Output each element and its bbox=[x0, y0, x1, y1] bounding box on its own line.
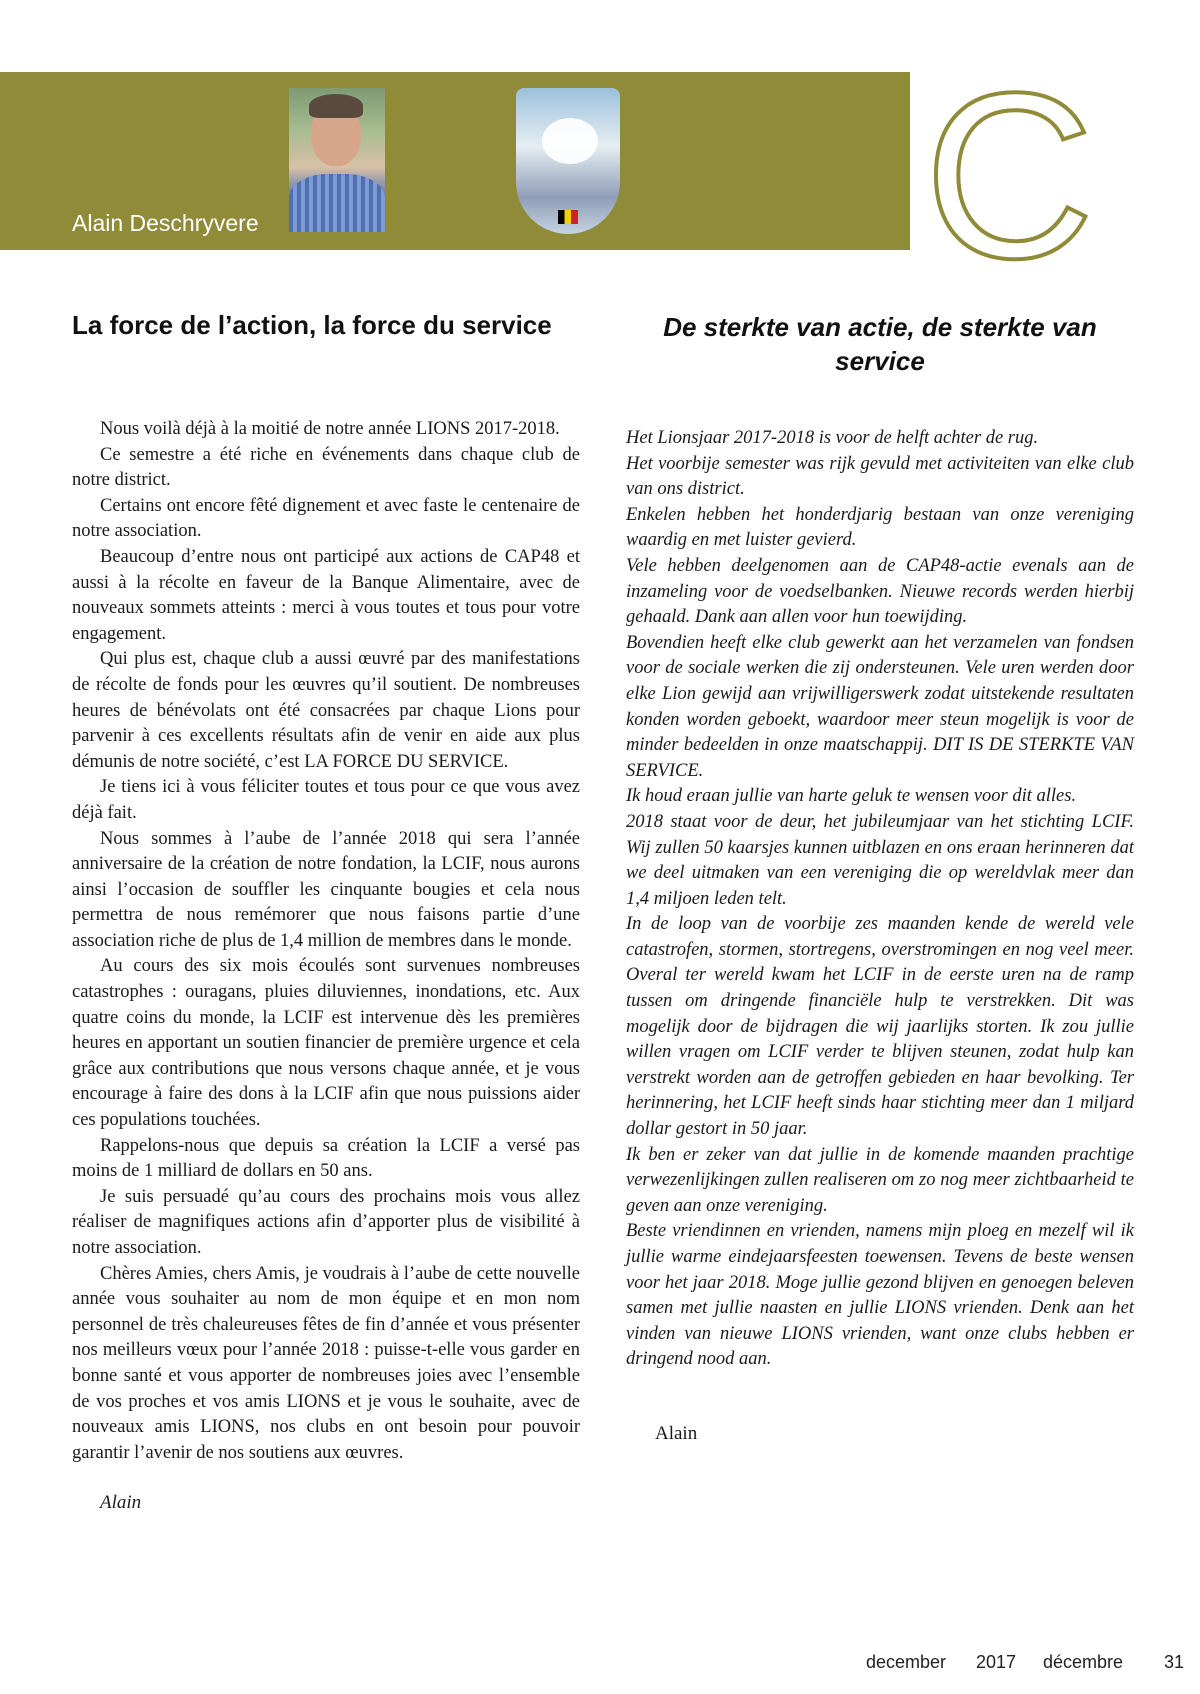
page-number: 31 bbox=[1164, 1652, 1185, 1672]
french-paragraph: Nous voilà déjà à la moitié de notre année LIONS 2017-2018. bbox=[100, 419, 560, 439]
dutch-signature: Alain bbox=[655, 1423, 698, 1444]
french-paragraph: Chères Amies, chers Amis, je voudrais à l’aube de cette nouvelle année vous souhaiter au nom de mon équipe et en mon nom personnel de très chaleureuses fêtes de fin d’année et vous présenter nos meilleurs vœux pour l’année 2018 : puisse-t-elle vous garder en bonne santé et vous apporter de nombreuses joies avec l’ensemble de vos proches et vos amis LIONS et je vous le souhaite, avec de nouveaux amis LIONS, nos clubs en ont besoin pour pouvoir garantir l’avenir de nos soutiens aux œuvres. bbox=[72, 1263, 580, 1463]
footer-month-fr: décembre bbox=[1043, 1652, 1124, 1672]
portrait-hair bbox=[309, 94, 363, 118]
dutch-paragraph: Bovendien heeft elke club gewerkt aan het verzamelen van fondsen voor de sociale werken die zij ondersteunen. Vele uren werden door elke Lion gewijd aan vrijwilligerswerk zodat uitstekende resultaten konden worden geboekt, waardoor meer steun mogelijk is voor de minder bedeelden in onze maatschappij. DIT IS DE STERKTE VAN SERVICE. bbox=[626, 632, 1134, 781]
crest-cloud bbox=[542, 118, 598, 164]
dutch-paragraph: Enkelen hebben het honderdjarig bestaan van onze vereniging waardig en met luister gevierd. bbox=[626, 504, 1134, 551]
french-paragraph: Nous sommes à l’aube de l’année 2018 qui sera l’année anniversaire de la création de notre fondation, la LCIF, nous aurons ainsi l’occasion de souffler les cinquante bougies et cela nous permettra de nous remémorer que nous faisons partie d’une association riche de plus de 1,4 million de membres dans le monde. bbox=[72, 828, 580, 951]
french-title: La force de l’action, la force du service bbox=[72, 310, 552, 340]
dutch-paragraph: In de loop van de voorbije zes maanden kende de wereld vele catastrofen, stormen, stortregens, overstromingen en nog veel meer. Overal ter wereld kwam het LCIF in de eerste uren na de ramp tussen om dringende financiële hulp te verstrekken. Dit was mogelijk door de bijdragen die wij jaarlijks storten. Ik zou jullie willen vragen om LCIF verder te blijven steunen, zodat hulp kan verstrekt worden aan de getroffen gebieden en haar bevolking. Ter herinnering, het LCIF heeft sinds haar stichting meer dan 1 miljard dollar gestort in 50 jaar. bbox=[626, 914, 1134, 1140]
author-portrait bbox=[289, 88, 385, 232]
french-paragraph: Beaucoup d’entre nous ont participé aux actions de CAP48 et aussi à la récolte en faveur de la Banque Alimentaire, avec de nouveaux sommets atteints : merci à vous toutes et tous pour votre engagement. bbox=[72, 546, 580, 644]
belgian-flag-icon bbox=[558, 210, 578, 224]
french-paragraph: Je suis persuadé qu’au cours des prochains mois vous allez réaliser de magnifiques actions afin d’apporter plus de visibilité à notre association. bbox=[72, 1186, 580, 1258]
dutch-column bbox=[626, 426, 1134, 1373]
french-paragraph: Certains ont encore fêté dignement et avec faste le centenaire de notre association. bbox=[72, 495, 580, 542]
district-crest-image bbox=[516, 88, 620, 234]
dutch-paragraph: Het Lionsjaar 2017-2018 is voor de helft achter de rug. bbox=[626, 428, 1039, 448]
french-column bbox=[72, 417, 580, 1466]
dutch-paragraph: Het voorbije semester was rijk gevuld met activiteiten van elke club van ons district. bbox=[626, 453, 1134, 500]
french-paragraph: Au cours des six mois écoulés sont survenues nombreuses catastrophes : ouragans, pluies diluviennes, inondations, etc. Aux quatre coins du monde, la LCIF est intervenue dès les premières heures en apportant un soutien financier de première urgence et cela grâce aux contributions que nous versons chaque année, et je vous encourage à faire des dons à la LCIF afin que nous puissions aider ces populations touchées. bbox=[72, 956, 580, 1131]
dutch-paragraph: 2018 staat voor de deur, het jubileumjaar van het stichting LCIF. Wij zullen 50 kaarsjes kunnen uitblazen en ons eraan herinneren dat we deel uitmaken van een vereniging die op wereldvlak meer dan 1,4 miljoen leden telt. bbox=[626, 811, 1134, 909]
dutch-paragraph: Beste vriendinnen en vrienden, namens mijn ploeg en mezelf wil ik jullie warme eindejaarsfeesten toewensen. Tevens de beste wensen voor het jaar 2018. Moge jullie gezond blijven en genoegen beleven samen met jullie naasten en jullie LIONS vrienden. Denk aan het vinden van nieuwe LIONS vrienden, want onze clubs hebben er dringend nood aan. bbox=[626, 1221, 1134, 1370]
french-paragraph: Ce semestre a été riche en événements dans chaque club de notre district. bbox=[72, 444, 580, 491]
author-name: Alain Deschryvere bbox=[72, 210, 259, 236]
dutch-paragraph: Ik ben er zeker van dat jullie in de komende maanden prachtige verwezenlijkingen zullen realiseren om zo nog meer zichtbaarheid te geven aan onze vereniging. bbox=[626, 1144, 1134, 1216]
dutch-title: De sterkte van actie, de sterkte van service bbox=[663, 312, 1097, 376]
footer-year: 2017 bbox=[976, 1652, 1017, 1672]
dutch-paragraph: Ik houd eraan jullie van harte geluk te wensen voor dit alles. bbox=[626, 786, 1077, 807]
french-signature: Alain bbox=[100, 1492, 142, 1513]
french-paragraph: Je tiens ici à vous féliciter toutes et tous pour ce que vous avez déjà fait. bbox=[72, 777, 580, 823]
french-paragraph: Rappelons-nous que depuis sa création la LCIF a versé pas moins de 1 milliard de dollars en 50 ans. bbox=[72, 1135, 580, 1182]
footer-month-nl: december bbox=[866, 1652, 947, 1672]
portrait-shirt bbox=[289, 174, 385, 232]
dutch-paragraph: Vele hebben deelgenomen aan de CAP48-actie evenals aan de inzameling voor de voedselbanken. Nieuwe records werden hierbij gehaald. Dank aan allen voor hun toewijding. bbox=[626, 555, 1134, 628]
section-letter: C bbox=[924, 44, 1095, 308]
french-paragraph: Qui plus est, chaque club a aussi œuvré par des manifestations de récolte de fonds pour les œuvres qu’il soutient. De nombreuses heures de bénévolats ont été consacrées par chaque Lions pour parvenir à ces excellents résultats afin de venir en aide aux plus démunis de notre société, c’est LA FORCE DU SERVICE. bbox=[72, 649, 580, 772]
